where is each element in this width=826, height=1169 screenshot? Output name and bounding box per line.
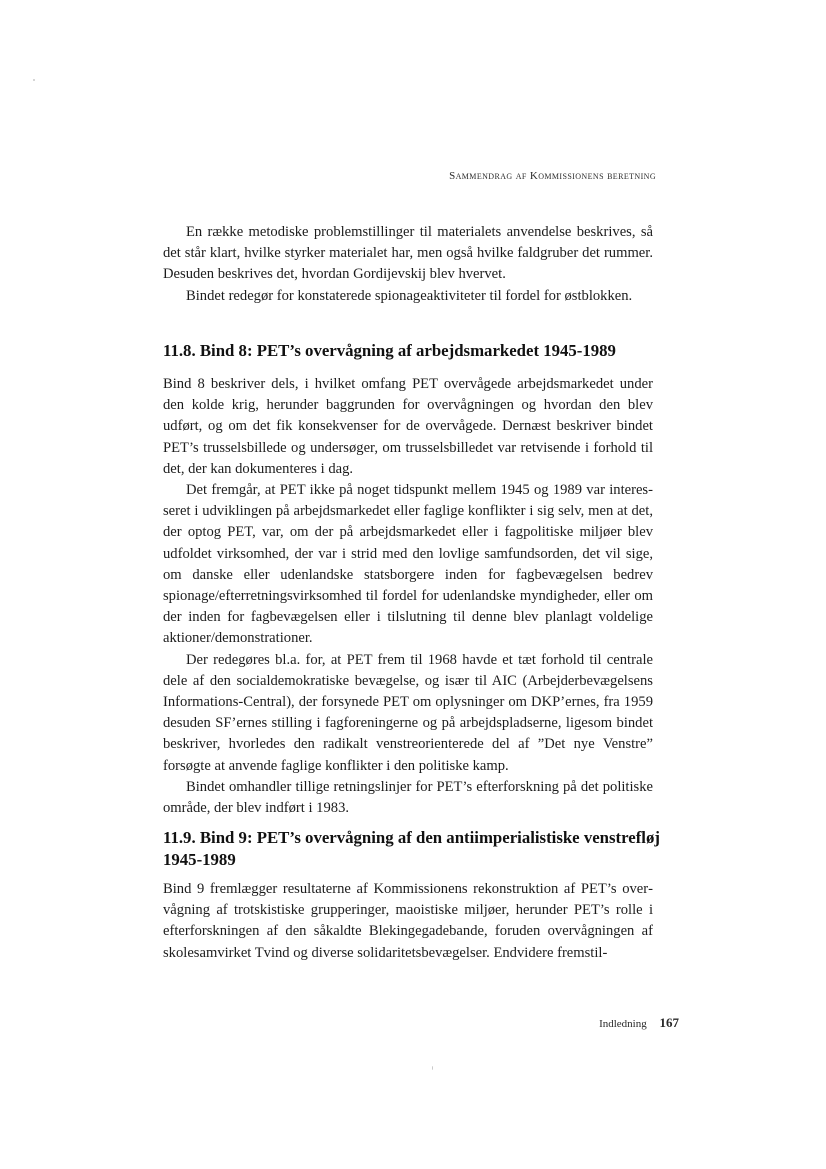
- section-8-paragraph-4: Bindet omhandler tillige retningslinjer for PET’s efterforskning på det politiske område, der blev indført i 1983.: [163, 778, 653, 817]
- intro-text-block: [163, 222, 653, 307]
- intro-paragraph-1: En række metodiske problemstillinger til materialets anvendelse beskrives, så det står klart, hvilke styrker materialet har, men også hvilke faldgruber det rummer. Desuden beskrives det, hvordan Gordijevskij blev hvervet.: [163, 224, 653, 283]
- page-number: 167: [659, 1015, 679, 1030]
- section-8-body: [163, 374, 653, 819]
- section-8-paragraph-1: Bind 8 beskriver dels, i hvilket omfang PET overvågede arbejdsmarkedet under den kolde krig, herunder baggrunden for overvågningen og hvordan den blev udført, og om det fik konsekvenser for de overvågede. Dernæst beskriver bindet PET’s trusselsbillede og undersøger, om trusselsbilledet var retvisende i forhold til det, der kan dokumenteres i dag.: [163, 376, 653, 477]
- section-8-heading: [163, 340, 663, 362]
- section-9-title: Bind 9: PET’s overvågning af den antiimperialistiske venstrefløj 1945-1989: [163, 828, 660, 869]
- scan-speck: [432, 1066, 433, 1070]
- section-9-paragraph-1: Bind 9 fremlægger resultaterne af Kommissionens rekonstruktion af PET’s overvågning af trotskistiske grupperinger, maoistiske miljøer, herunder PET’s rolle i efterforskningen af den såkaldte Blekingegadebande, foruden overvågningen af skolesamvirket Tvind og diverse solidaritetsbevægelser. Endvidere fremstil-: [163, 881, 653, 961]
- section-8-paragraph-2: Det fremgår, at PET ikke på noget tidspunkt mellem 1945 og 1989 var interesseret i udviklingen på arbejdsmarkedet eller faglige konflikter i sig selv, men at det, der optog PET, var, om der på arbejdsmarkedet eller i fagpolitiske miljøer blev udfoldet virksomhed, der var i strid med den lovlige samfundsorden, det vil sige, om danske eller udenlandske statsborgere inden for fagbevægelsen bedrev spionage/efterretningsvirksomhed til fordel for udenlandske myndigheder, eller om der inden for fagbevægelsen eller i tilslutning til denne blev planlagt voldelige aktioner/demonstrationer.: [163, 482, 653, 647]
- intro-paragraph-2: Bindet redegør for konstaterede spionageaktiviteter til fordel for østblokken.: [186, 287, 633, 304]
- section-9-heading: [163, 827, 663, 871]
- section-8-number: 11.8.: [163, 341, 196, 360]
- running-head: Sammendrag af Kommissionens beretning: [449, 170, 656, 182]
- section-9-number: 11.9.: [163, 828, 196, 847]
- section-8-title: Bind 8: PET’s overvågning af arbejdsmarkedet 1945-1989: [199, 341, 616, 360]
- scan-speck: [33, 79, 35, 81]
- footer-chapter: Indledning: [599, 1018, 647, 1030]
- section-9-body: [163, 879, 653, 964]
- section-8-paragraph-3: Der redegøres bl.a. for, at PET frem til 1968 havde et tæt forhold til centrale dele af den socialdemokratiske bevægelse, og især til AIC (Arbejderbevægelsens Informations-Central), der forsynede PET om oplysninger om DKP’ernes, fra 1959 desuden SF’ernes stilling i fagforeningerne og på arbejdspladserne, ligesom bindet beskriver, hvorledes den radikalt venstreorienterede del af ”Det nye Venstre” forsøgte at anvende faglige konflikter i den politiske kamp.: [163, 651, 653, 774]
- page-footer: [599, 1015, 679, 1031]
